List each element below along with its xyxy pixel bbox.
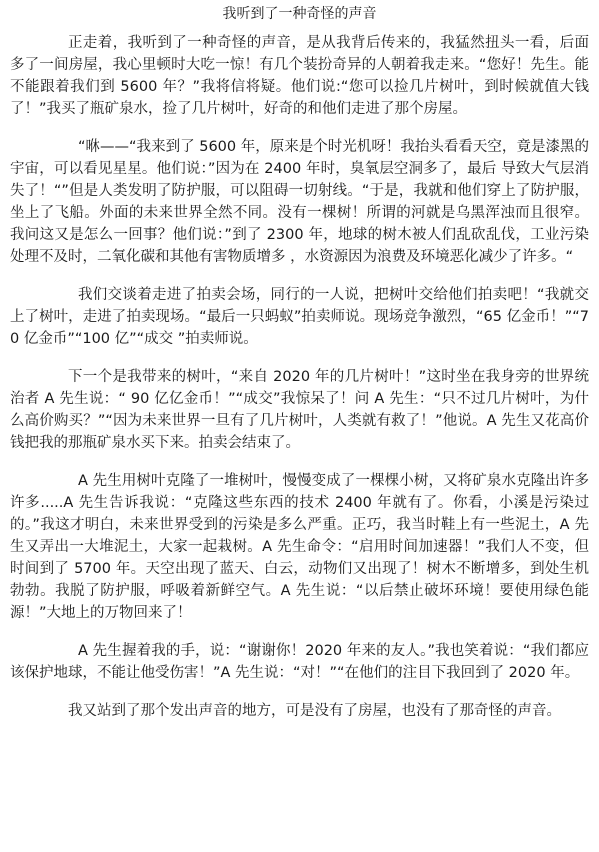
paragraph-2: “咻——“我来到了 5600 年，原来是个时光机呀！我抬头看看天空，竟是漆黑的宇宙，可以看见星星。他们说：”因为在 2400 年时，臭氧层空洞多了，最后 导致大气层消失了！“”但是人类发明了防护服，可以阻碍一切射线。“于是，我就和他们穿上了防护服，坐上了飞船。外面的未来世界全然不同。没有一棵树！所谓的河就是乌黑浑浊而且很窄。我问这又是怎么一回事？他们说：”到了 2300 年，地球的树木被人们乱砍乱伐，工业污染处理不及时，二氧化碳和其他有害物质增多 ，水资源因为浪费及环境恶化减少了许多。“ xyxy=(10,139,589,265)
paragraph-3: 我们交谈着走进了拍卖会场，同行的一人说，把树叶交给他们拍卖吧！“我就交上了树叶，走进了拍卖现场。“最后一只蚂蚁”拍卖师说。现场竞争激烈，“65 亿金币！”“70 亿金币”“100 亿”“成交 ”拍卖师说。 xyxy=(10,287,589,347)
paragraph-4: 下一个是我带来的树叶，“来自 2020 年的几片树叶！”这时坐在我身旁的世界统治者 A 先生说：“ 90 亿亿金币！”“成交”我惊呆了！问 A 先生：“只不过几片树叶，为什么高价购买？”“因为未来世界一旦有了几片树叶，人类就有救了！”他说。A 先生又花高价钱把我的那瓶矿泉水买下来。拍卖会结束了。 xyxy=(10,369,589,451)
paragraph-5: A 先生用树叶克隆了一堆树叶，慢慢变成了一棵棵小树，又将矿泉水克隆出许多许多.....A 先生告诉我说：“克隆这些东西的技术 2400 年就有了。你看，小溪是污染过的。”我这才明白，未来世界受到的污染是多么严重。正巧，我当时鞋上有一些泥土，A 先生又弄出一大堆泥土，大家一起栽树。A 先生命令：“启用时间加速器！”我们人不变，但时间到了 5700 年。天空出现了蓝天、白云，动物们又出现了！树木不断增多，到处生机勃勃。我脱了防护服，呼吸着新鲜空气。A 先生说：“以后禁止破坏环境！要使用绿色能源！”大地上的万物回来了！ xyxy=(10,473,589,621)
document-title: 我听到了一种奇怪的声音 xyxy=(222,6,377,22)
paragraph-6: A 先生握着我的手，说：“谢谢你！2020 年来的友人。”我也笑着说：“我们都应该保护地球，不能让他受伤害！”A 先生说：“对！”“在他们的注目下我回到了 2020 年。 xyxy=(10,643,589,681)
paragraph-7: 我又站到了那个发出声音的地方，可是没有了房屋，也没有了那奇怪的声音。 xyxy=(68,703,561,719)
paragraph-1: 正走着，我听到了一种奇怪的声音，是从我背后传来的，我猛然扭头一看，后面多了一间房屋，我心里顿时大吃一惊！有几个装扮奇异的人朝着我走来。“您好！先生。能不能跟着我们到 5600 年？”我将信将疑。他们说:“您可以捡几片树叶，到时候就值大钱了！”我买了瓶矿泉水，捡了几片树叶，好奇的和他们走进了那个房屋。 xyxy=(10,35,589,117)
